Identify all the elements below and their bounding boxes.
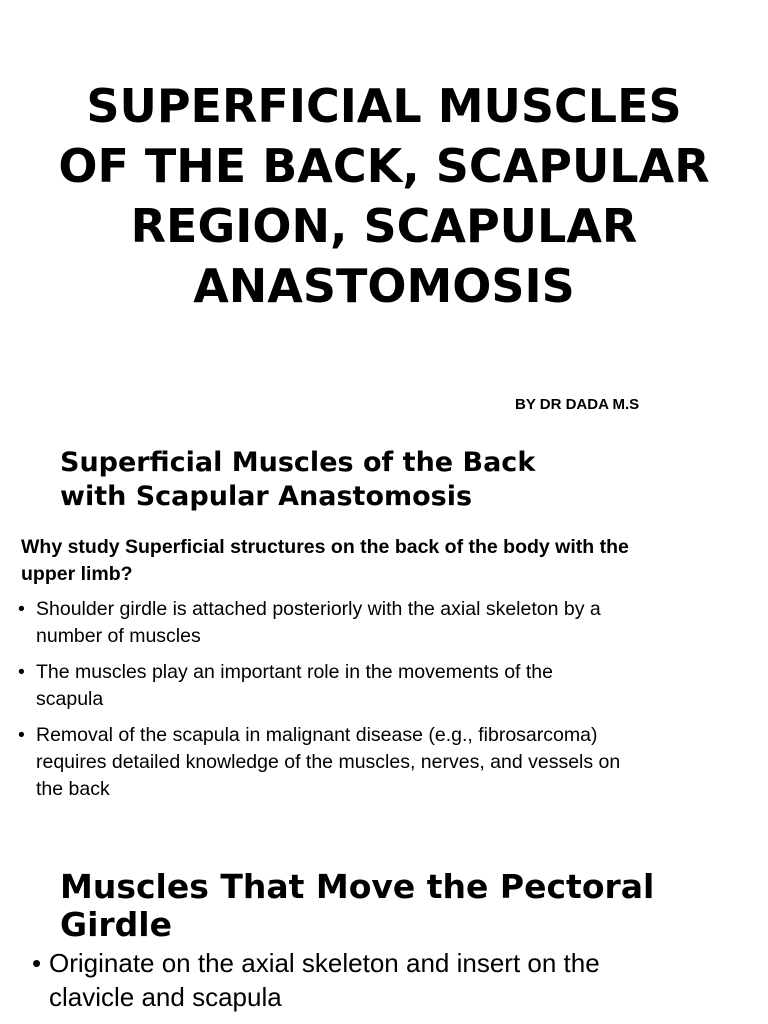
- bullet-text-line: Shoulder girdle is attached posteriorly with the axial skeleton by a: [36, 598, 601, 620]
- reasons-list: [18, 596, 748, 812]
- bullet-text-line: scapula: [36, 688, 104, 710]
- section-heading-back-muscles: [60, 446, 750, 514]
- heading-line: Muscles That Move the Pectoral: [60, 867, 655, 906]
- section-heading-pectoral-girdle: [60, 868, 750, 944]
- list-item: [32, 946, 752, 1014]
- bullet-text-line: The muscles play an important role in the movements of the: [36, 661, 553, 683]
- bullet-text-line: requires detailed knowledge of the muscles, nerves, and vessels on: [36, 751, 621, 773]
- title-line: REGION, SCAPULAR: [130, 199, 638, 253]
- study-question: [21, 534, 751, 588]
- bullet-text-line: Originate on the axial skeleton and insert on the: [49, 948, 600, 978]
- bullet-text-line: clavicle and scapula: [49, 982, 282, 1012]
- document-title: [20, 76, 748, 316]
- title-line: ANASTOMOSIS: [193, 259, 575, 313]
- list-item: [18, 596, 748, 650]
- bullet-text-line: number of muscles: [36, 625, 201, 647]
- pectoral-girdle-list: [32, 946, 752, 1014]
- heading-line: with Scapular Anastomosis: [60, 481, 473, 512]
- title-line: OF THE BACK, SCAPULAR: [58, 139, 710, 193]
- question-line: upper limb?: [21, 563, 133, 585]
- bullet-icon: •: [32, 948, 42, 978]
- author-byline: BY DR DADA M.S: [515, 396, 640, 413]
- heading-line: Girdle: [60, 905, 172, 944]
- bullet-text-line: Removal of the scapula in malignant disease (e.g., fibrosarcoma): [36, 724, 598, 746]
- list-item: [18, 722, 748, 803]
- bullet-icon: •: [18, 724, 25, 746]
- bullet-text-line: the back: [36, 778, 110, 800]
- bullet-icon: •: [18, 598, 25, 620]
- heading-line: Superficial Muscles of the Back: [60, 447, 536, 478]
- title-line: SUPERFICIAL MUSCLES: [86, 79, 682, 133]
- question-line: Why study Superficial structures on the back of the body with the: [21, 536, 629, 558]
- bullet-icon: •: [18, 661, 25, 683]
- list-item: [18, 659, 748, 713]
